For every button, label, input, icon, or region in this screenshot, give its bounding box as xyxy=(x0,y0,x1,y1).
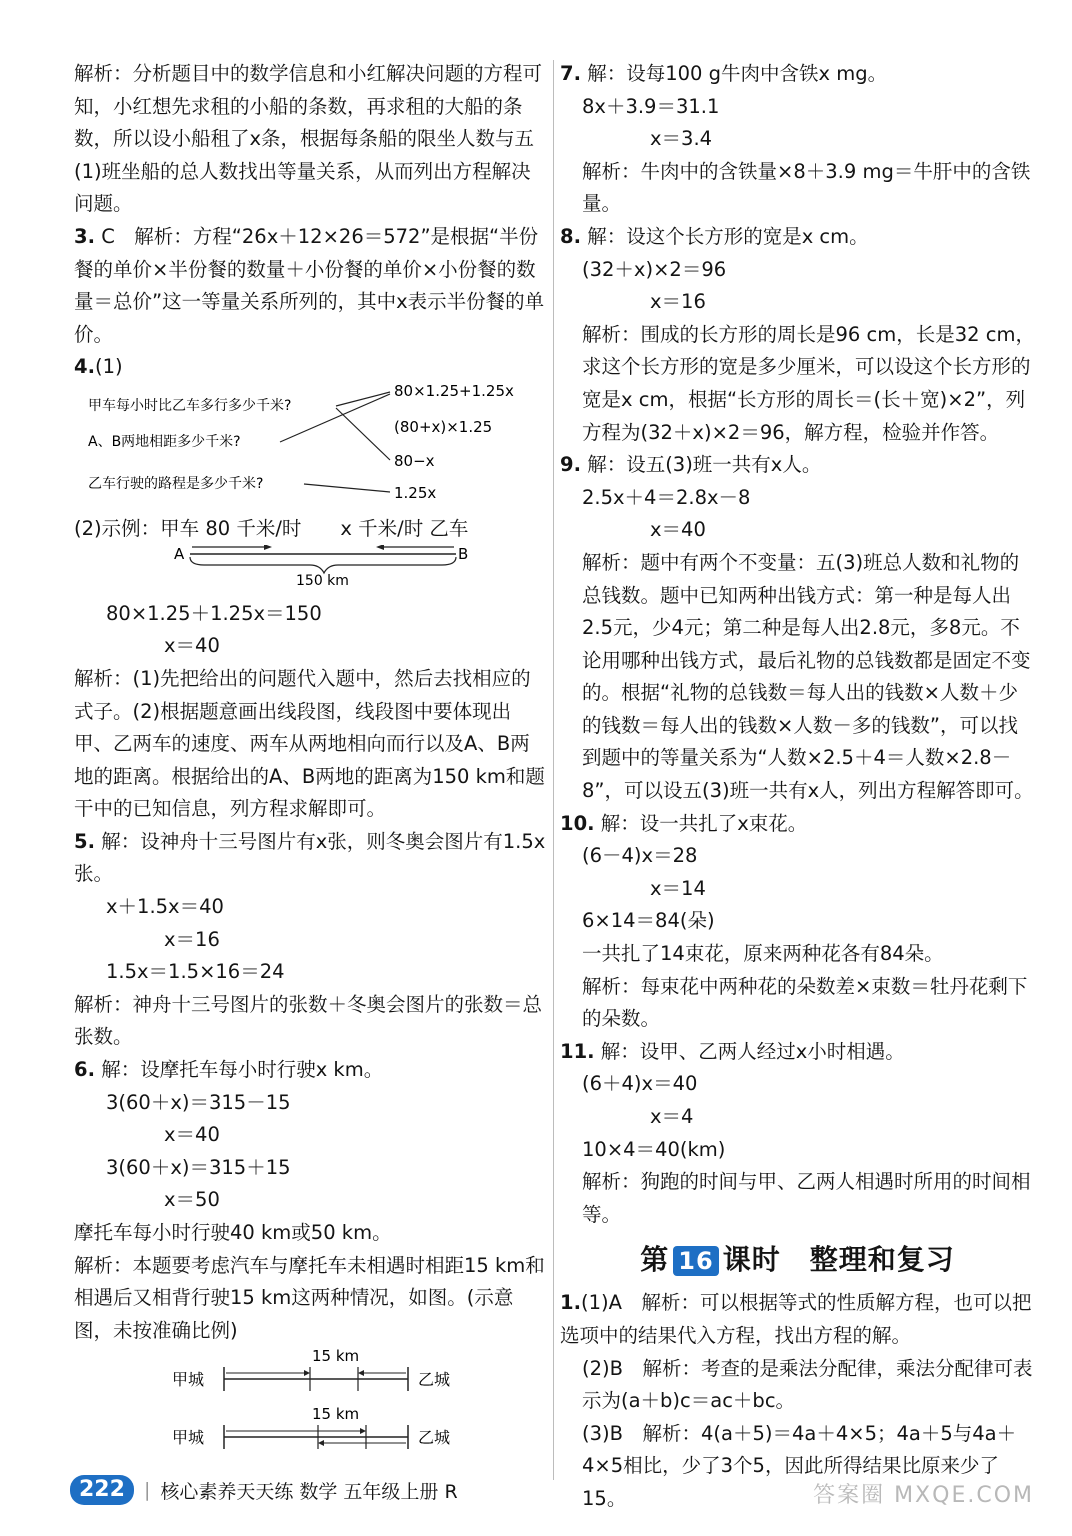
q8-text: 解：设这个长方形的宽是x cm。 xyxy=(587,224,869,248)
lesson-number-badge: 16 xyxy=(673,1246,718,1276)
q11-text: 解：设甲、乙两人经过x小时相遇。 xyxy=(600,1039,905,1063)
q10 xyxy=(560,808,1035,841)
q6-number: 6. xyxy=(74,1058,95,1082)
matching-expr-3: 80−x xyxy=(394,451,435,470)
q8-explanation: 解析：围成的长方形的周长是96 cm，长是32 cm，求这个长方形的宽是多少厘米，可以设这个长方形的宽是x cm，根据“长方形的周长＝(长＋宽)×2”，列方程为(32＋x)×2＝96，解方程，检验并作答。 xyxy=(582,322,1035,444)
page-footer xyxy=(70,1474,458,1506)
q11-explanation: 解析：狗跑的时间与甲、乙两人相遇时所用的时间相等。 xyxy=(582,1170,1031,1226)
q8-number: 8. xyxy=(560,224,581,248)
q10-eq1: (6－4)x＝28 xyxy=(582,844,698,868)
fig1-city-left: 甲城 xyxy=(172,1370,205,1390)
q8-eq1: (32＋x)×2＝96 xyxy=(582,257,727,281)
q5-eq3: 1.5x＝1.5×16＝24 xyxy=(106,960,285,984)
arrow-a-head xyxy=(264,545,272,550)
match-line-4 xyxy=(304,484,390,492)
matching-expr-4: 1.25x xyxy=(394,483,437,502)
q4-sub2: (2)示例：甲车 80 千米/时 x 千米/时 乙车 xyxy=(74,516,469,540)
q6-answer: 摩托车每小时行驶40 km或50 km。 xyxy=(74,1221,392,1244)
q7-explanation: 解析：牛肉中的含铁量×8＋3.9 mg＝牛肝中的含铁量。 xyxy=(582,159,1031,216)
q6-eq2: x＝40 xyxy=(164,1123,220,1147)
q4-matching-svg xyxy=(74,384,548,502)
fig2-distance: 15 km xyxy=(312,1405,360,1424)
left-column xyxy=(74,58,548,1476)
fig1-arrow-left-head xyxy=(304,1370,310,1376)
q5-explanation: 解析：神舟十三号图片的张数＋冬奥会图片的张数＝总张数。 xyxy=(74,992,543,1049)
q4-line-svg xyxy=(74,545,548,587)
fig2-city-right: 乙城 xyxy=(418,1428,451,1448)
q6 xyxy=(74,1054,548,1087)
q3 xyxy=(74,221,548,351)
q5-number: 5. xyxy=(74,829,95,853)
match-line-3 xyxy=(280,394,390,442)
arrow-b-head xyxy=(376,545,384,550)
distance-label: 150 km xyxy=(296,573,349,588)
book-title: 核心素养天天练 数学 五年级上册 R xyxy=(160,1480,458,1503)
q3-number: 3. xyxy=(74,224,95,248)
q6-eq3: 3(60＋x)＝315＋15 xyxy=(106,1155,291,1179)
matching-expr-1: 80×1.25+1.25x xyxy=(394,383,514,400)
q6-text: 解：设摩托车每小时行驶x km。 xyxy=(101,1058,384,1082)
q6-svg xyxy=(74,1347,548,1465)
q10-eq3: 6×14＝84(朵) xyxy=(582,909,715,933)
q9-eq1: 2.5x＋4＝2.8x－8 xyxy=(582,485,751,509)
q2-explanation: 解析：分析题目中的数学信息和小红解决问题的方程可知，小红想先求租的小船的条数，再求租的大船的条数，所以设小船租了x条，根据每条船的限坐人数与五(1)班坐船的总人数找出等量关系，从而列出方程解决问题。 xyxy=(74,62,543,216)
match-line-2 xyxy=(336,408,390,460)
q6-explanation: 解析：本题要考虑汽车与摩托车未相遇时相距15 km和相遇后又相背行驶15 km这两种情况，如图。(示意图，未按准确比例) xyxy=(74,1253,545,1342)
q5 xyxy=(74,826,548,891)
q9-number: 9. xyxy=(560,453,581,477)
review-q1c: (3)B 解析：4(a＋5)＝4a＋4×5；4a＋5与4a＋4×5相比，少了3个5，因此所得结果比原来少了15。 xyxy=(582,1421,1017,1510)
q6-eq4: x＝50 xyxy=(164,1188,220,1212)
q4-eq2: x＝40 xyxy=(164,634,220,658)
q4-matching-figure xyxy=(74,384,548,513)
q4-eq1: 80×1.25＋1.25x＝150 xyxy=(106,601,322,625)
q10-eq2: x＝14 xyxy=(650,876,706,900)
fig2-city-left: 甲城 xyxy=(172,1428,205,1448)
fig1-city-right: 乙城 xyxy=(418,1370,451,1390)
q7-number: 7. xyxy=(560,62,581,85)
q7 xyxy=(560,58,1035,91)
watermark: 答案圈 MXQE.COM xyxy=(813,1483,1034,1508)
q11 xyxy=(560,1036,1035,1069)
q11-eq2: x＝4 xyxy=(650,1105,694,1128)
q8-eq2: x＝16 xyxy=(650,290,706,314)
q9-text: 解：设五(3)班一共有x人。 xyxy=(587,453,822,477)
q5-text: 解：设神舟十三号图片有x张，则冬奥会图片有1.5x张。 xyxy=(74,829,546,886)
q5-eq1: x＋1.5x＝40 xyxy=(106,895,224,919)
q7-text: 解：设每100 g牛肉中含铁x mg。 xyxy=(587,62,888,85)
column-divider xyxy=(553,60,554,1480)
q6-eq1: 3(60＋x)＝315－15 xyxy=(106,1090,291,1114)
distance-brace xyxy=(190,557,456,573)
q4-number: 4. xyxy=(74,355,95,379)
q11-number: 11. xyxy=(560,1039,595,1063)
q10-number: 10. xyxy=(560,811,595,835)
q7-eq2: x＝3.4 xyxy=(650,127,713,151)
q8 xyxy=(560,221,1035,254)
q4-sub1: (1) xyxy=(94,355,123,379)
review-q1a: (1)A 解析：可以根据等式的性质解方程，也可以把选项中的结果代入方程，找出方程的解。 xyxy=(560,1291,1032,1347)
q9-explanation: 解析：题中有两个不变量：五(3)班总人数和礼物的总钱数。题中已知两种出钱方式：第一种是每人出2.5元，少4元；第二种是每人出2.8元，多8元。不论用哪种出钱方式，最后礼物的总钱数都是固定不变的。根据“礼物的总钱数＝每人出的钱数×人数＋少的钱数＝每人出的钱数×人数－多的钱数”，可以找到题中的等量关系为“人数×2.5＋4＝人数×2.8－8”，可以设五(3)班一共有x人，列出方程解答即可。 xyxy=(582,550,1034,803)
review-q1 xyxy=(560,1287,1035,1352)
lesson-prefix: 第 xyxy=(640,1243,670,1277)
lesson-title: 课时 整理和复习 xyxy=(722,1243,955,1277)
q4-line-figure xyxy=(74,545,548,598)
q9-eq2: x＝40 xyxy=(650,518,706,542)
q11-eq1: (6＋4)x＝40 xyxy=(582,1072,698,1096)
footer-separator: | xyxy=(143,1479,151,1501)
point-a: A xyxy=(174,545,185,564)
lesson-heading xyxy=(560,1237,1035,1283)
review-q1-number: 1. xyxy=(560,1291,581,1315)
review-q1b: (2)B 解析：考查的是乘法分配律，乘法分配律可表示为(a＋b)c＝ac＋bc。 xyxy=(582,1356,1033,1413)
q10-answer: 一共扎了14束花，原来两种花各有84朵。 xyxy=(582,942,944,966)
right-column xyxy=(560,58,1035,1516)
q4-explanation: 解析：(1)先把给出的问题代入题中，然后去找相应的式子。(2)根据题意画出线段图，线段图中要体现出甲、乙两车的速度、两车从两地相向而行以及A、B两地的距离。根据给出的A、B两地的距离为150 km和题干中的已知信息，列方程求解即可。 xyxy=(74,666,545,821)
fig1-distance: 15 km xyxy=(312,1347,360,1366)
matching-expr-2: (80+x)×1.25 xyxy=(394,417,493,436)
q9 xyxy=(560,449,1035,482)
q10-text: 解：设一共扎了x束花。 xyxy=(600,811,808,835)
q7-eq1: 8x＋3.9＝31.1 xyxy=(582,94,720,118)
matching-question-3: 乙车行驶的路程是多少千米? xyxy=(88,475,264,492)
q5-eq2: x＝16 xyxy=(164,927,220,951)
q4 xyxy=(74,351,548,384)
matching-question-2: A、B两地相距多少千米? xyxy=(88,433,241,450)
fig2-arrow-right-head xyxy=(318,1440,324,1446)
matching-question-1: 甲车每小时比乙车多行多少千米? xyxy=(88,397,292,414)
fig1-arrow-right-head xyxy=(358,1370,364,1376)
q10-explanation: 解析：每束花中两种花的朵数差×束数＝牡丹花剩下的朵数。 xyxy=(582,974,1028,1031)
q11-eq3: 10×4＝40(km) xyxy=(582,1137,726,1161)
fig2-arrow-left-head xyxy=(360,1428,366,1434)
q3-text: C 解析：方程“26x＋12×26＝572”是根据“半份餐的单价×半份餐的数量＋小份餐的单价×小份餐的数量＝总价”这一等量关系所列的，其中x表示半份餐的单价。 xyxy=(74,224,545,346)
point-b: B xyxy=(458,545,469,564)
q6-figure xyxy=(74,1347,548,1476)
page-number: 222 xyxy=(70,1475,134,1505)
match-line-1 xyxy=(336,392,390,406)
